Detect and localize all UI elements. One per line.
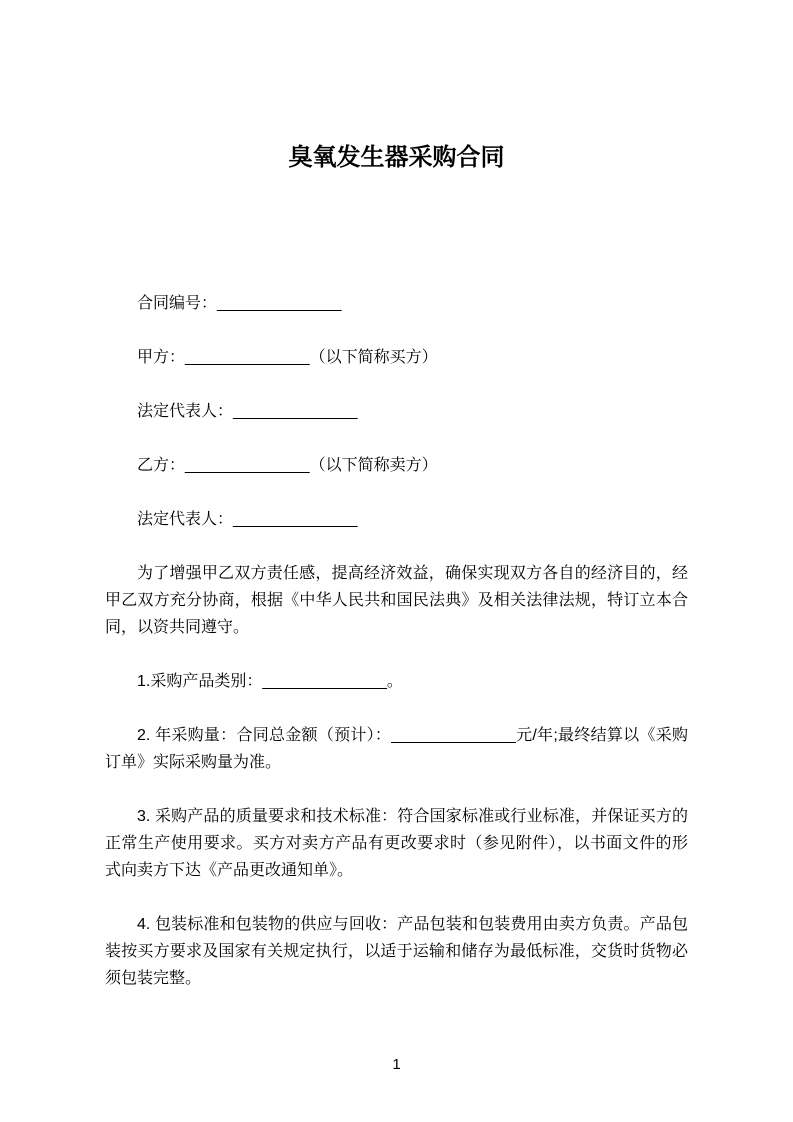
page-number: 1 — [392, 1056, 401, 1073]
intro-paragraph: 为了增强甲乙双方责任感，提高经济效益，确保实现双方各自的经济目的，经甲乙双方充分协商，根据《中华人民共和国民法典》及相关法律法规，特订立本合同，以资共同遵守。 — [105, 565, 688, 636]
clause-quality-and-technical-standards: 3. 采购产品的质量要求和技术标准：符合国家标准或行业标准，并保证买方的正常生产使用要求。买方对卖方产品有更改要求时（参见附件），以书面文件的形式向卖方下达《产品更改通知单》。 — [105, 808, 688, 879]
field-party-a: 甲方：______________（以下简称买方） — [137, 349, 438, 366]
clause-annual-purchase-volume: 2. 年采购量：合同总金额（预计）：______________元/年;最终结算以《采购订单》实际采购量为准。 — [105, 727, 688, 771]
field-legal-representative-b: 法定代表人：______________ — [137, 511, 358, 528]
clause-product-category: 1.采购产品类别：______________。 — [137, 673, 403, 690]
contract-header-fields — [105, 290, 688, 533]
field-legal-representative-a: 法定代表人：______________ — [137, 403, 358, 420]
field-contract-number: 合同编号：______________ — [137, 295, 342, 312]
clause-packaging-standards: 4. 包装标准和包装物的供应与回收：产品包装和包装费用由卖方负责。产品包装按买方要求及国家有关规定执行，以适于运输和储存为最低标准，交货时货物必须包装完整。 — [105, 916, 688, 987]
field-party-b: 乙方：______________（以下简称卖方） — [137, 457, 438, 474]
document-title: 臭氧发生器采购合同 — [288, 144, 505, 171]
